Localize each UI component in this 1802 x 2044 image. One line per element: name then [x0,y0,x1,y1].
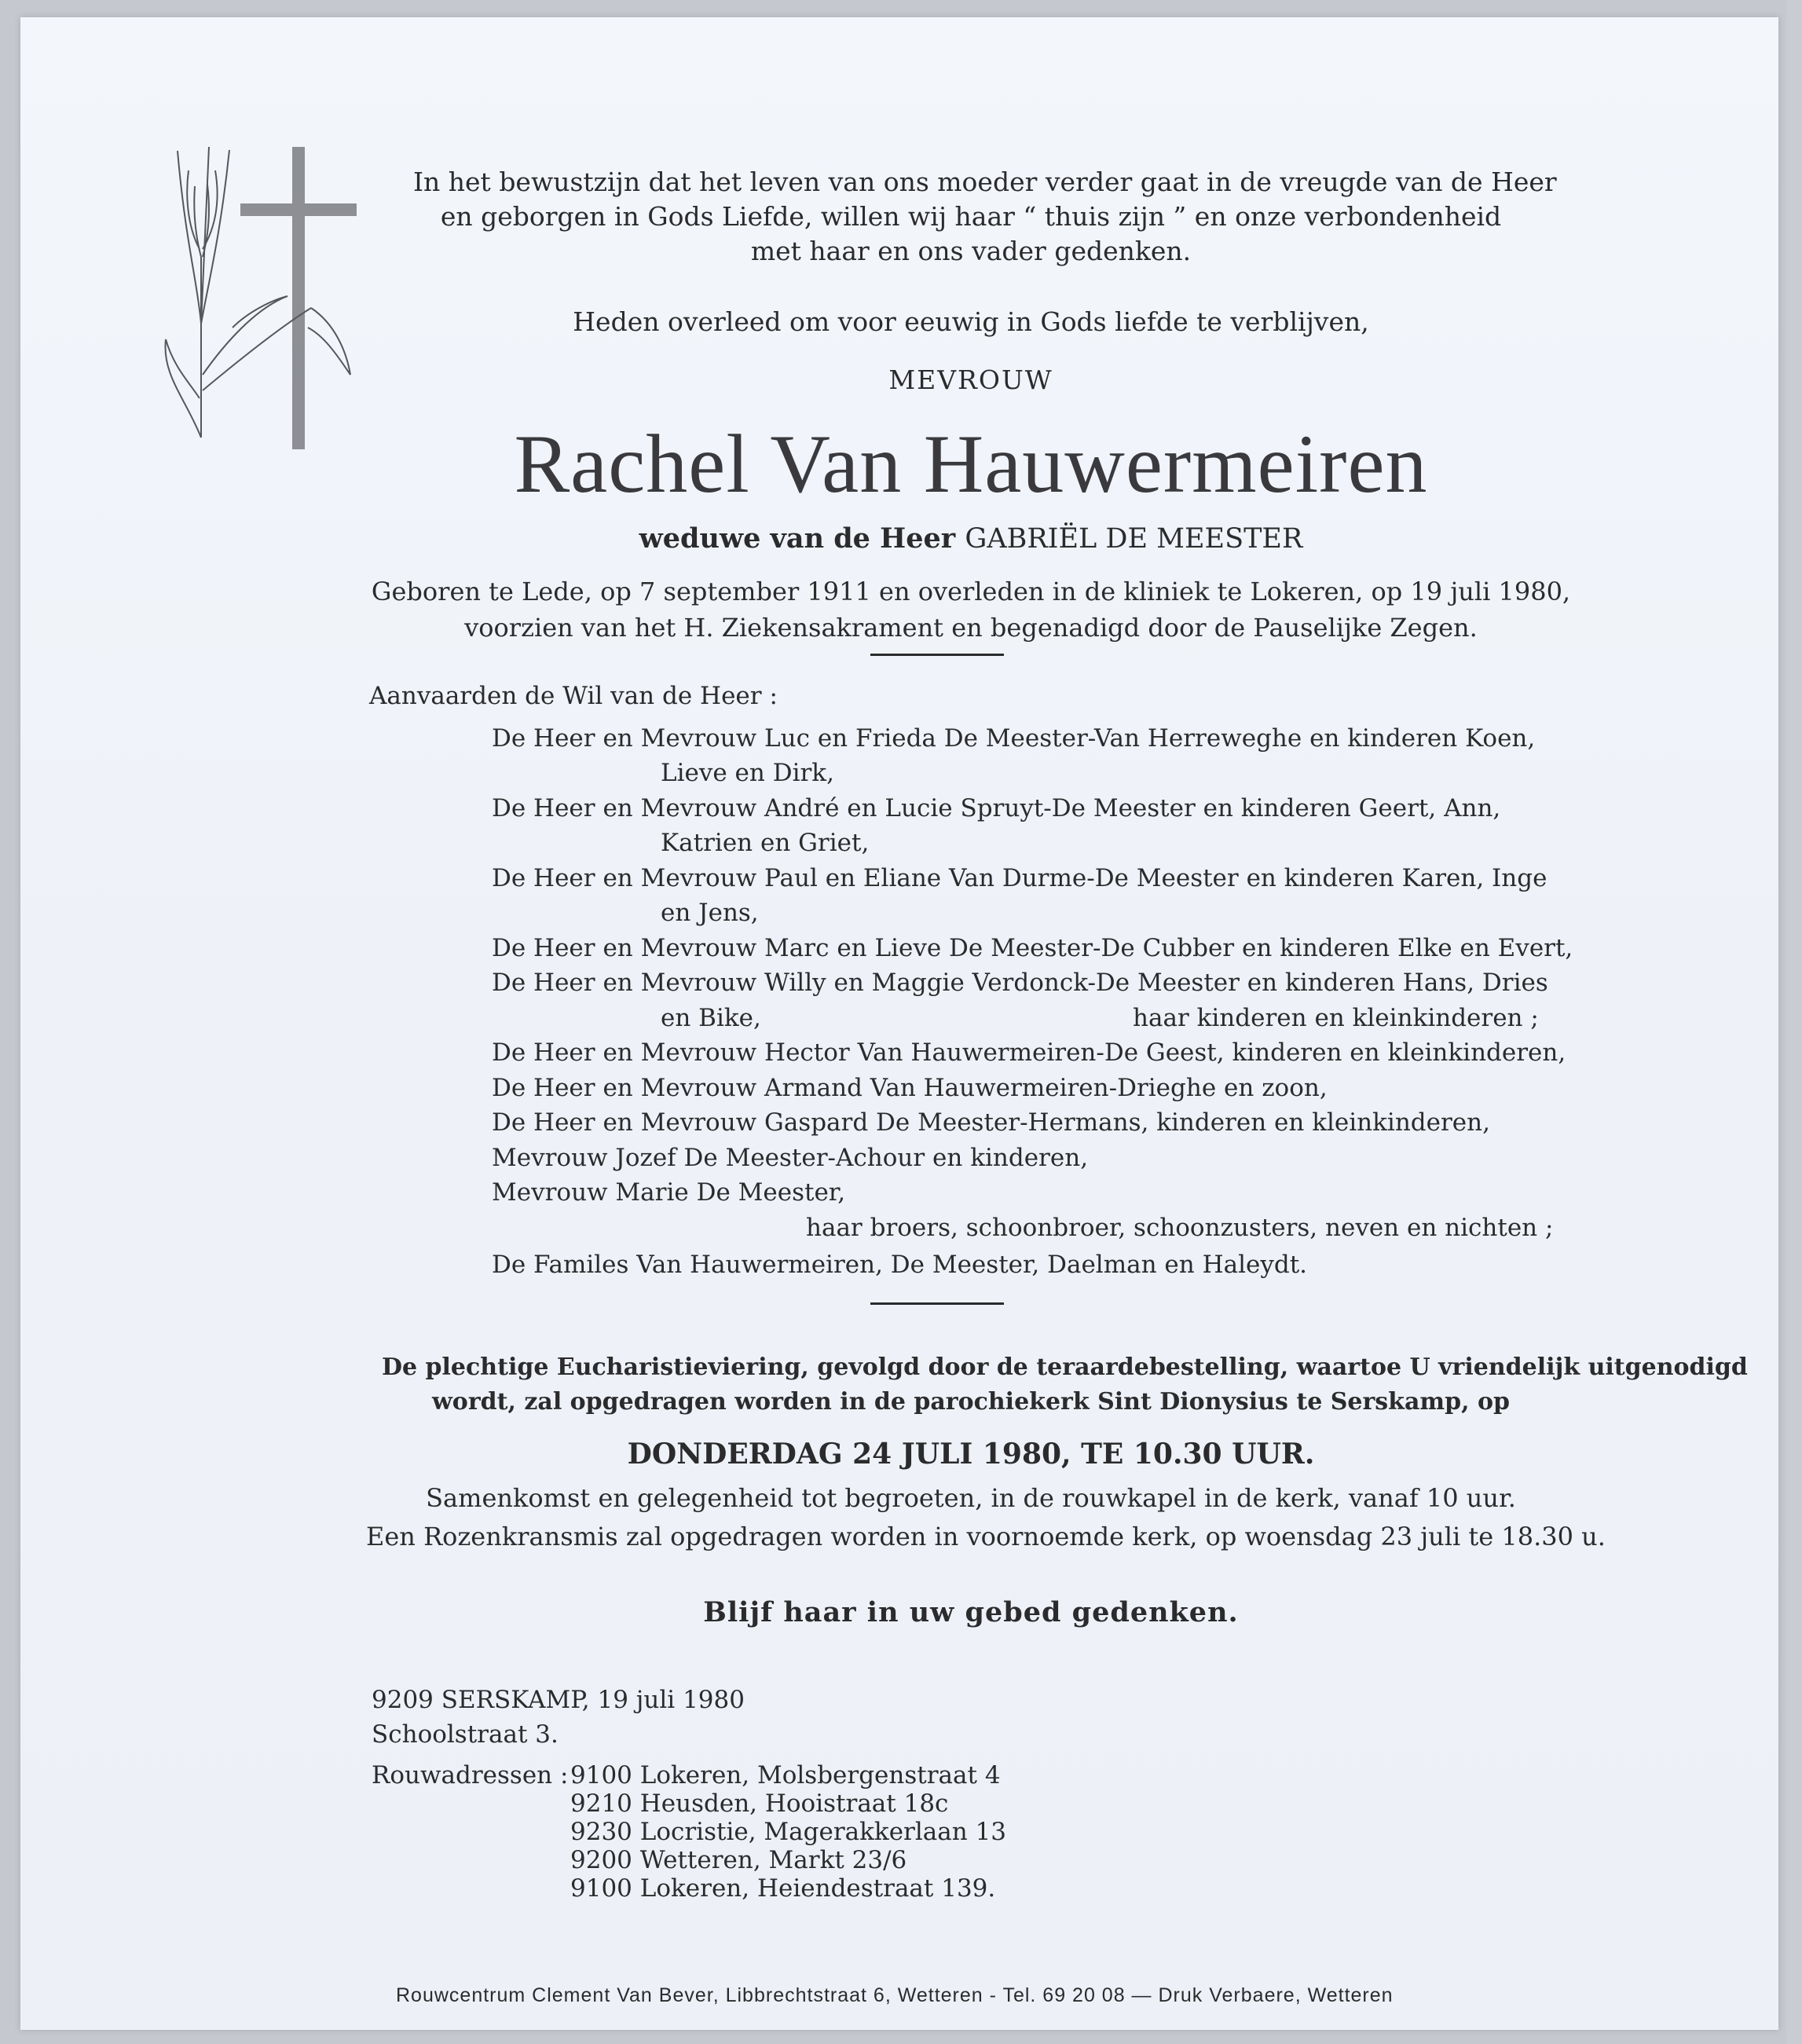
service-date: DONDERDAG 24 JULI 1980, TE 10.30 UUR. [627,1438,1315,1471]
place-date: 9209 SERSKAMP, 19 juli 1980 [372,1686,745,1714]
mourner-line: De Heer en Mevrouw Armand Van Hauwermeiren-Drieghe en zoon, [492,1074,1328,1102]
intro-paragraph [413,165,1557,269]
memorial-card [20,17,1778,2030]
born-line-2: voorzien van het H. Ziekensakrament en begenadigd door de Pauselijke Zegen. [464,613,1478,643]
service-line-2: wordt, zal opgedragen worden in de parochiekerk Sint Dionysius te Serskamp, op [431,1388,1511,1416]
mourner-line: Mevrouw Marie De Meester, [492,1178,846,1207]
mourner-line: Lieve en Dirk, [661,759,834,787]
mourner-line: De Heer en Mevrouw Marc en Lieve De Meester-De Cubber en kinderen Elke en Evert, [492,934,1573,962]
mourner-line: Katrien en Griet, [661,829,870,857]
born-line-1: Geboren te Lede, op 7 september 1911 en overleden in de kliniek te Lokeren, op 19 juli 1980, [371,577,1571,606]
rouwadres: 9200 Wetteren, Markt 23/6 [570,1846,907,1874]
mourner-line: Mevrouw Jozef De Meester-Achour en kinderen, [492,1144,1089,1172]
service-paragraph [382,1350,1748,1419]
cross-wheat-icon [154,139,366,453]
rouwadres: 9100 Lokeren, Heiendestraat 139. [570,1874,996,1903]
closing-line: Blijf haar in uw gebed gedenken. [703,1596,1239,1628]
intro-line-3: met haar en ons vader gedenken. [750,236,1192,266]
mourner-line: en Jens, [661,899,759,927]
title-mevrouw: MEVROUW [888,364,1053,395]
mourner-line: haar kinderen en kleinkinderen ; [1133,1004,1539,1032]
mourner-line: De Heer en Mevrouw Gaspard De Meester-Hermans, kinderen en kleinkinderen, [492,1108,1490,1137]
printer-footer: Rouwcentrum Clement Van Bever, Libbrechtstraat 6, Wetteren - Tel. 69 20 08 — Druk Verbaere, Wetteren [396,1984,1394,2006]
gathering-line: Samenkomst en gelegenheid tot begroeten, in de rouwkapel in de kerk, vanaf 10 uur. [426,1483,1516,1513]
mourner-line: De Heer en Mevrouw Luc en Frieda De Meester-Van Herreweghe en kinderen Koen, [492,724,1536,753]
rouwadres: 9210 Heusden, Hooistraat 18c [570,1789,949,1818]
widow-line [413,522,1529,555]
rouwadressen-label: Rouwadressen : [372,1761,569,1789]
intro-line-1: In het bewustzijn dat het leven van ons moeder verder gaat in de vreugde van de Heer [413,167,1557,197]
rouwadres: 9100 Lokeren, Molsbergenstraat 4 [570,1761,1001,1789]
scan-edge [1786,0,1802,2044]
intro-line-2: en geborgen in Gods Liefde, willen wij haar “ thuis zijn ” en onze verbondenheid [440,201,1502,232]
mourner-line: haar broers, schoonbroer, schoonzusters, neven en nichten ; [806,1214,1554,1242]
rouwadres: 9230 Locristie, Magerakkerlaan 13 [570,1818,1007,1846]
deceased-name: Rachel Van Hauwermeiren [514,418,1428,510]
mourners-heading: Aanvaarden de Wil van de Heer : [369,682,778,710]
mourner-line: De Heer en Mevrouw Paul en Eliane Van Durme-De Meester en kinderen Karen, Inge [492,864,1547,892]
mourner-line: De Heer en Mevrouw André en Lucie Spruyt-De Meester en kinderen Geert, Ann, [492,794,1501,822]
husband-name: GABRIËL DE MEESTER [965,523,1303,555]
intro-line-4: Heden overleed om voor eeuwig in Gods liefde te verblijven, [573,306,1369,337]
rosary-line: Een Rozenkransmis zal opgedragen worden in voornoemde kerk, op woensdag 23 juli te 18.30 u. [366,1522,1606,1551]
divider-2 [870,1302,1004,1305]
mourner-line: De Heer en Mevrouw Hector Van Hauwermeiren-De Geest, kinderen en kleinkinderen, [492,1038,1566,1067]
service-line-1: De plechtige Eucharistieviering, gevolgd door de teraardebestelling, waartoe U vriendelijk uitgenodigd [382,1354,1748,1381]
widow-prefix: weduwe van de Heer [639,522,956,555]
mourner-line: De Heer en Mevrouw Willy en Maggie Verdonck-De Meester en kinderen Hans, Dries [492,969,1548,997]
divider-1 [870,654,1004,656]
mourner-line: De Familes Van Hauwermeiren, De Meester, Daelman en Haleydt. [492,1251,1308,1279]
street-address: Schoolstraat 3. [372,1720,559,1749]
birth-death-text [358,573,1584,646]
mourner-line: en Bike, [661,1004,761,1032]
